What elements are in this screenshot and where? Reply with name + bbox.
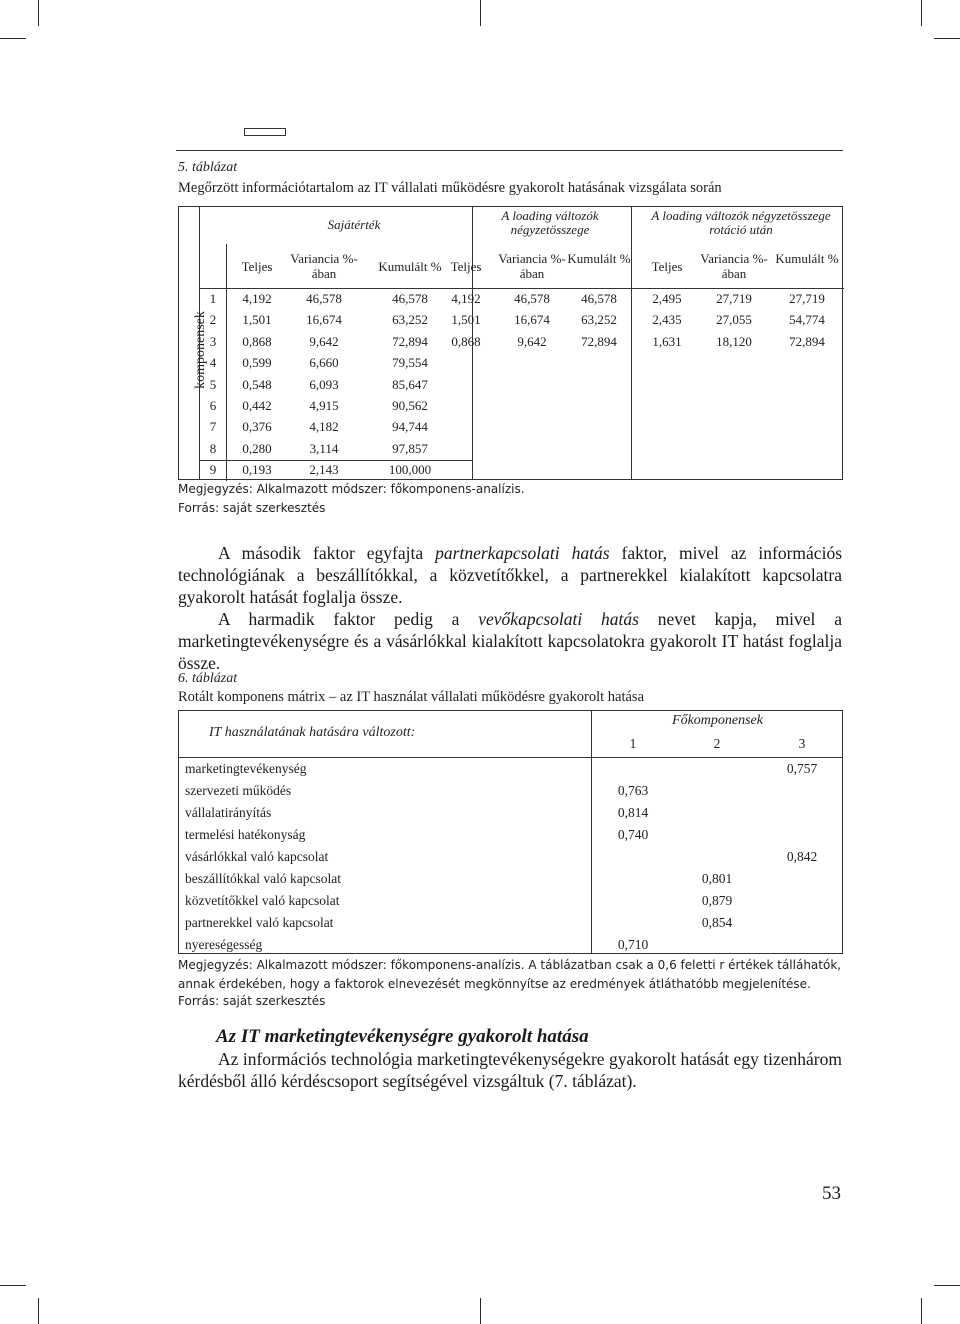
table-cell: 4,915 [309,398,339,413]
term-customer-effect: vevőkapcsolati hatás [478,609,639,629]
table-cell: 54,774 [789,312,825,328]
group-header: A loading változók négyzetösszege rotáció után [651,208,831,237]
table-cell: 0,442 [242,398,272,413]
paragraph-customer-effect: A harmadik faktor pedig a vevőkapcsolati hatás nevet kapja, mivel a marketingtevékenységre és a vásárlókkal kialakított kapcsolatokra gyakorolt IT hatást foglalja össze. [178,609,842,673]
loading-value: 0,710 [617,937,649,952]
crop-mark [0,1285,26,1286]
component-number: 5 [209,376,217,392]
table-cell: 4,192 [451,291,481,306]
column-header: 3 [798,736,806,751]
table-cell: 63,252 [392,312,428,328]
table-cell: 2,143 [309,462,339,478]
loading-value: 0,854 [701,915,733,930]
table-cell: 90,562 [392,398,428,413]
table-cell: 46,578 [581,291,617,306]
table-cell: 100,000 [388,462,432,478]
column-header: Teljes [651,259,683,274]
variable-label: partnerekkel való kapcsolat [185,915,334,930]
loading-value: 0,740 [617,827,649,842]
term-partner-effect: partnerkapcsolati hatás [435,543,610,563]
loading-value: 0,879 [701,893,733,908]
paragraph-partner-effect: A második faktor egyfajta partnerkapcsolati hatás faktor, mivel az információs technológiának a beszállítókkal, a közvetítőkkel, a partnerekkel kialakított kapcsolatra gyakorolt hatását foglalja össze. [178,543,842,607]
table-cell: 1,501 [451,312,481,328]
divider [199,288,844,289]
column-header: Kumulált % [378,259,442,274]
table-cell: 0,599 [242,355,272,371]
column-header: 1 [629,736,637,751]
variable-label: marketingtevékenység [185,761,307,776]
variable-label: vállalatirányítás [185,805,272,820]
crop-mark [0,38,26,39]
loading-value: 0,757 [786,761,818,776]
header-rule [176,150,843,151]
crop-mark [934,38,960,39]
component-number: 8 [209,440,217,456]
variable-label: közvetítőkkel való kapcsolat [185,893,340,908]
table-cell: 46,578 [392,291,428,306]
column-header: Teljes [450,259,482,274]
table5 [178,206,843,480]
left-header: IT használatának hatására változott: [209,725,416,740]
table-cell: 4,182 [309,419,339,435]
table5-number: 5. táblázat [178,160,238,175]
loading-value: 0,763 [617,783,649,798]
column-header: 2 [713,736,721,751]
column-header: Variancia %-ában [290,251,358,281]
table-cell: 4,192 [242,291,272,306]
crop-mark [921,1298,922,1324]
section-heading: Az IT marketingtevékenységre gyakorolt hatása [216,1026,589,1047]
side-label: komponensek [193,311,208,389]
table6-title: Rotált komponens mátrix – az IT használat vállalati működésre gyakorolt hatása [178,689,645,705]
column-header: Variancia %-ában [700,251,768,281]
table-cell: 16,674 [306,312,342,328]
section-paragraph: Az információs technológia marketingtevékenységekre gyakorolt hatását egy tizenhárom kérdésből álló kérdéscsoport segítségével vizsgáltuk (7. táblázat). [178,1049,842,1091]
component-number: 9 [209,462,217,478]
page-number: 53 [822,1183,841,1204]
loading-value: 0,842 [786,849,818,864]
table-cell: 97,857 [392,440,428,456]
header-box-mark [244,128,286,136]
table6 [178,710,843,954]
variable-label: szervezeti működés [185,783,292,798]
component-number: 2 [209,312,217,328]
table-cell: 9,642 [309,333,339,349]
table-cell: 72,894 [392,333,428,349]
table5-note: Megjegyzés: Alkalmazott módszer: főkomponens-analízis. [178,482,525,496]
table-cell: 3,114 [309,440,339,456]
table-cell: 79,554 [392,355,428,371]
component-number: 4 [209,355,217,371]
table5-source: Forrás: saját szerkesztés [178,501,326,515]
crop-mark [480,1298,481,1324]
component-number: 6 [209,398,217,413]
column-header: Kumulált % [567,251,631,266]
loading-value: 0,814 [617,805,649,820]
table-cell: 9,642 [517,333,547,349]
crop-mark [921,0,922,26]
group-header: Főkomponensek [672,713,763,728]
table6-source: Forrás: saját szerkesztés [178,994,326,1008]
group-header: Sajátérték [327,217,381,232]
variable-label: beszállítókkal való kapcsolat [185,871,341,886]
table-cell: 0,548 [242,376,272,392]
component-number: 1 [209,291,217,306]
table-cell: 1,631 [652,333,682,349]
group-header: A loading változók négyzetösszege [501,208,599,237]
divider [179,757,842,758]
table-cell: 27,055 [716,312,752,328]
crop-mark [38,0,39,26]
table-cell: 2,495 [652,291,682,306]
component-number: 7 [209,419,217,435]
table-cell: 0,376 [242,419,272,435]
crop-mark [934,1285,960,1286]
column-header: Kumulált % [775,251,839,266]
table-cell: 0,868 [242,333,272,349]
variable-label: vásárlókkal való kapcsolat [185,849,329,864]
crop-mark [480,0,481,26]
table6-note: Megjegyzés: Alkalmazott módszer: főkomponens-analízis. A táblázatban csak a 0,6 feletti r értékek tálláhatók, annak érdekében, hogy a faktorok elnevezését megkönnyítse az eredmények átláthatóbb megjelenítése. [178,958,842,991]
variable-label: termelési hatékonyság [185,827,306,842]
table-cell: 85,647 [392,376,428,392]
crop-mark [38,1298,39,1324]
column-header: Teljes [241,259,273,274]
table-cell: 72,894 [581,333,617,349]
table-cell: 46,578 [514,291,550,306]
table-cell: 72,894 [789,333,825,349]
table-cell: 27,719 [789,291,825,306]
column-header: Variancia %-ában [498,251,566,281]
table-cell: 16,674 [514,312,550,328]
table-cell: 0,193 [242,462,272,478]
table-cell: 6,660 [309,355,339,371]
table-cell: 6,093 [309,376,339,392]
table5-title: Megőrzött információtartalom az IT vállalati működésre gyakorolt hatásának vizsgálata során [178,180,722,196]
table-cell: 27,719 [716,291,752,306]
table-cell: 18,120 [716,333,752,349]
divider [199,460,472,461]
table-cell: 63,252 [581,312,617,328]
loading-value: 0,801 [701,871,733,886]
table-cell: 1,501 [242,312,272,328]
table-cell: 0,280 [242,440,272,456]
table-cell: 0,868 [451,333,481,349]
divider [591,710,592,954]
table6-number: 6. táblázat [178,671,238,686]
table-cell: 94,744 [392,419,428,435]
table-cell: 46,578 [306,291,342,306]
component-number: 3 [209,333,217,349]
table-cell: 2,435 [652,312,682,328]
variable-label: nyereségesség [185,937,263,952]
